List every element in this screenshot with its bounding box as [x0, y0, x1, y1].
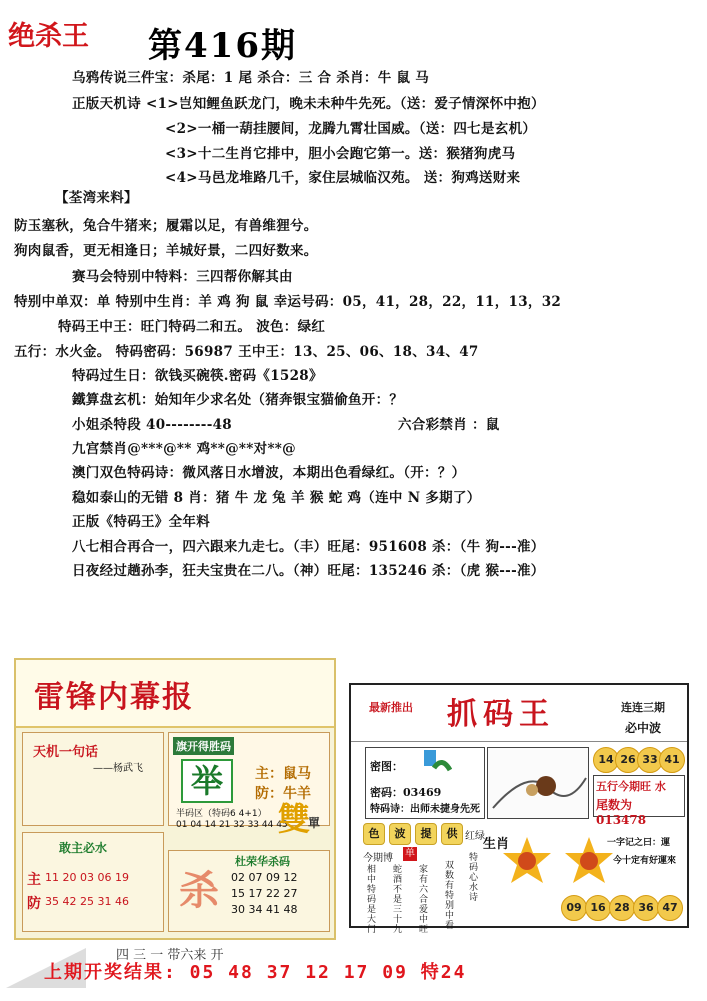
ball: 14 — [593, 747, 619, 773]
panel-header — [16, 660, 334, 728]
line-tianji-1: 正版天机诗 <1>岂知鲤鱼跃龙门，晚未未种牛先死。（送：爱子情深怀中抱） — [72, 96, 545, 112]
brand-title: 绝杀王 — [8, 21, 89, 52]
chip: 波 — [389, 823, 411, 845]
jinqi-value: 单 — [405, 848, 415, 859]
zhufang-box — [22, 832, 164, 932]
line-aomen: 澳门双色特码诗：微风落日水增波，本期出色看绿红。（开：？） — [72, 465, 466, 481]
zhu-label: 主 — [27, 872, 41, 888]
line-zhengban: 正版《特码王》全年料 — [72, 514, 210, 530]
kill-glyph: 杀 — [179, 867, 219, 914]
ball: 16 — [585, 895, 611, 921]
line-saima: 赛马会特别中特料：三四帮你解其由 — [72, 269, 293, 285]
dan-glyph: 單 — [308, 816, 321, 830]
ju-numbers: 01 04 14 21 32 33 44 45 — [176, 820, 288, 830]
fang-text: 防：牛羊 — [255, 786, 311, 802]
rooster-icon — [501, 835, 553, 887]
lianzhong-text: 连连三期 — [621, 701, 665, 714]
tianji-title: 天机一句话 — [33, 745, 99, 760]
line-jinxiao: 六合彩禁肖 ：鼠 — [398, 417, 500, 433]
mima-label: 密图： — [370, 760, 403, 773]
line-wuya: 乌鸦传说三件宝：杀尾：1 尾 杀合：三 合 杀肖：牛 鼠 马 — [72, 70, 430, 86]
line-xiaojie: 小姐杀特段 40--------48 — [72, 417, 232, 433]
kill-title: 杜荣华杀码 — [235, 855, 290, 868]
line-tianji-4: <4>马邑龙堆路几千，家住层城临汉苑。 送：狗鸡送财来 — [165, 170, 521, 186]
chip: 供 — [441, 823, 463, 845]
ju-glyph: 举 — [181, 759, 233, 803]
line-tianji-2: <2>一桶一葫挂腰间，龙腾九霄壮国威。（送：四七是玄机） — [165, 121, 537, 137]
issue-number: 第416期 — [148, 26, 297, 66]
line-wuxing: 五行：水火金。 特码密码：56987 王中王：13、25、06、18、34、47 — [14, 344, 479, 360]
bizhong-text: 必中波 — [625, 721, 662, 735]
tianji-box — [22, 732, 164, 826]
chip: 色 — [363, 823, 385, 845]
mima-number: 密码：03469 — [370, 786, 442, 799]
section-tag: 【荃湾来料】 — [55, 190, 138, 206]
ink-painting — [487, 747, 589, 819]
ball: 36 — [633, 895, 659, 921]
luck-text: 今十定有好運來 — [613, 856, 677, 866]
yizi-text: 一字记之曰：運 — [607, 838, 671, 848]
chip: 提 — [415, 823, 437, 845]
poem-col: 双数有特别中看 — [445, 861, 455, 931]
poem-col: 蛇酒不是三十九 — [393, 865, 403, 935]
line-wangzhongwang: 特码王中王：旺门特码二和五。 波色：绿红 — [58, 319, 326, 335]
tianji-author: ——杨武飞 — [93, 763, 143, 774]
ball: 26 — [615, 747, 641, 773]
ball: 09 — [561, 895, 587, 921]
ju-head: 旗开得胜码 — [173, 737, 234, 755]
chip-tail: 红绿 — [465, 831, 485, 842]
line-poem-1: 防玉塞秋，兔合牛猪来；履霜以足，有兽维狸兮。 — [14, 218, 318, 234]
wuxing-box — [593, 775, 685, 827]
kill-box — [168, 850, 330, 932]
zhu-numbers: 11 20 03 06 19 — [45, 871, 129, 884]
panel-title: 雷锋内幕报 — [34, 680, 194, 715]
leifeng-panel — [14, 658, 336, 940]
line-bazi-1: 八七相合再合一，四六跟来九走七。（丰）旺尾：951608 杀：（牛 狗---准） — [72, 539, 545, 555]
fang-numbers: 35 42 25 31 46 — [45, 895, 129, 908]
shuang-glyph: 雙 — [278, 800, 311, 838]
line-wencuo: 稳如泰山的无错 8 肖：猪 牛 龙 兔 羊 猴 蛇 鸡（连中 N 多期了） — [72, 490, 481, 506]
last-result: 上期开奖结果: 05 48 37 12 17 09 特24 — [44, 962, 467, 983]
zhuamawang-panel — [349, 683, 689, 935]
ball: 41 — [659, 747, 685, 773]
line-poem-2: 狗肉鼠香，更无相逢日；羊城好景，二四好数来。 — [14, 243, 318, 259]
kill-row-3: 30 34 41 48 — [231, 903, 298, 916]
teme-poem: 特码心水诗 — [469, 853, 479, 903]
jinqi-label: 今期博 — [363, 853, 393, 864]
line-shengri: 特码过生日：欲钱买碗筷.密码《1528》 — [72, 368, 323, 384]
banner-text: 半码区（特码6 4+1） — [176, 809, 267, 819]
poem-col: 相中特码是大门 — [367, 865, 377, 935]
ball: 33 — [637, 747, 663, 773]
line-bazi-2: 日夜经过趟孙李，狂夫宝贵在二八。（神）旺尾：135246 杀：（虎 猴---准） — [72, 563, 545, 579]
dubo-text: 敢主必水 — [59, 841, 108, 855]
line-suanpan: 鐵算盘玄机：始知年少求名处（猪奔银宝猫偷鱼开：？ — [72, 392, 404, 408]
divider — [351, 741, 687, 742]
weishu-text: 尾数为 013478 — [596, 798, 647, 827]
footer-hint: 四 三 一 带六来 开 — [116, 948, 224, 963]
fang-label: 防 — [27, 896, 41, 912]
title-prefix: 最新推出 — [369, 701, 413, 714]
poem-col: 家有六合爱中旺 — [419, 865, 429, 935]
zhuamawang-title: 抓码王 — [447, 697, 555, 732]
mima-picture — [424, 750, 452, 778]
ball: 47 — [657, 895, 683, 921]
kill-row-2: 15 17 22 27 — [231, 887, 298, 900]
mima-box — [365, 747, 485, 819]
shengxiao-label: 生肖 — [483, 837, 510, 852]
shi-text: 特码诗：出师未捷身先死 — [370, 804, 480, 815]
zhu-text: 主：鼠马 — [255, 766, 311, 782]
line-danshuang: 特别中单双：单 特别中生肖：羊 鸡 狗 鼠 幸运号码：05，41，28，22，11，13，32 — [14, 294, 562, 310]
kill-row-1: 02 07 09 12 — [231, 871, 298, 884]
ball: 28 — [609, 895, 635, 921]
line-tianji-3: <3>十二生肖它排中，胆小会跑它第一。送：猴猪狗虎马 — [165, 146, 516, 162]
wuxing-text: 五行今期旺 水 — [596, 780, 666, 793]
line-jiugong: 九宫禁肖@***@** 鸡**@**对**@ — [72, 441, 296, 457]
